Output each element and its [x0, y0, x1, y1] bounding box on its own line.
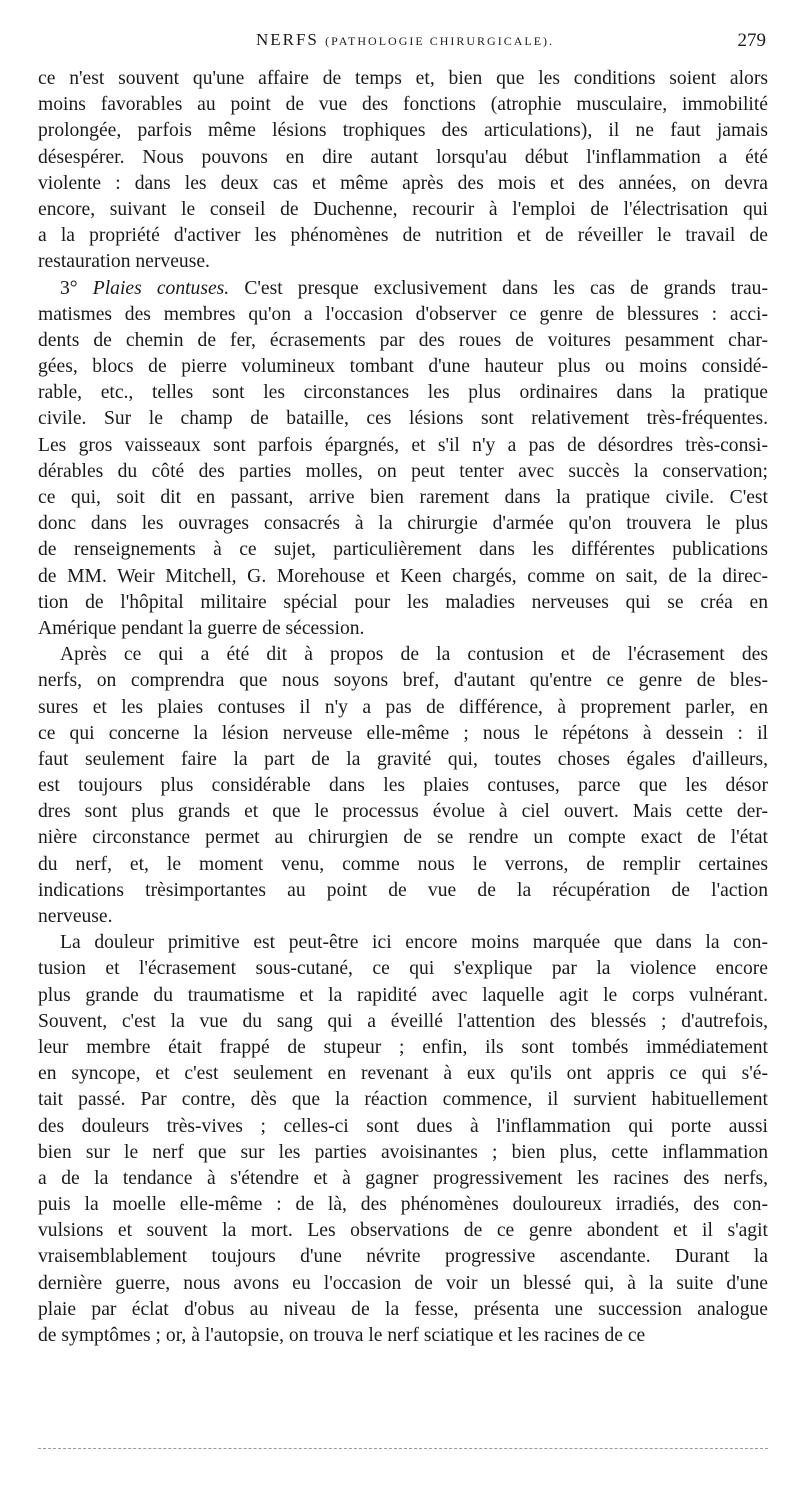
- text-line: plus grande du traumatisme et la rapidité avec laquelle agit le corps vulnérant.: [38, 984, 768, 1006]
- text-line: vraisemblablement toujours d'une névrite progressive ascendante. Durant la: [38, 1246, 768, 1268]
- text-line: bien sur le nerf que sur les parties avoisinantes ; bien plus, cette inflammation: [38, 1141, 768, 1163]
- running-head: [40, 30, 770, 60]
- text-line: nière circonstance permet au chirurgien de se rendre un compte exact de l'état: [38, 827, 768, 849]
- text-line: tusion et l'écrasement sous-cutané, ce qui s'explique par la violence encore: [38, 958, 768, 980]
- text-line: indications trèsimportantes au point de vue de la récupération de l'action: [38, 879, 768, 901]
- text-line: moins favorables au point de vue des fonctions (atrophie musculaire, immobilité: [38, 94, 768, 116]
- running-head-title: [40, 30, 770, 50]
- body-text: [38, 66, 768, 1349]
- text-line: dérables du côté des parties molles, on peut tenter avec succès la conservation;: [38, 460, 768, 482]
- text-line: leur membre était frappé de stupeur ; enfin, ils sont tombés immédiatement: [38, 1036, 768, 1058]
- text-line: du nerf, et, le moment venu, comme nous le verrons, de remplir certaines: [38, 853, 768, 875]
- text-line: ce qui concerne la lésion nerveuse elle-même ; nous le répétons à dessein : il: [38, 722, 768, 744]
- text-line: a la propriété d'activer les phénomènes de nutrition et de réveiller le travail de: [38, 225, 768, 247]
- text-line: dernière guerre, nous avons eu l'occasion de voir un blessé qui, à la suite d'une: [38, 1272, 768, 1294]
- paragraph: [38, 930, 768, 1349]
- text-line: tait passé. Par contre, dès que la réaction commence, il survient habituellement: [38, 1089, 768, 1111]
- page-number: 279: [737, 30, 766, 51]
- text-line: désespérer. Nous pouvons en dire autant lorsqu'au début l'inflammation a été: [38, 146, 768, 168]
- text-line: de MM. Weir Mitchell, G. Morehouse et Keen chargés, comme on sait, de la direc-: [38, 565, 768, 587]
- text-line: matismes des membres qu'on a l'occasion d'observer ce genre de blessures : acci-: [38, 303, 768, 325]
- text-line: rable, etc., telles sont les circonstances les plus ordinaires dans la pratique: [38, 382, 768, 404]
- text-line: des douleurs très-vives ; celles-ci sont dues à l'inflammation qui porte aussi: [38, 1115, 768, 1137]
- paragraph: [38, 642, 768, 930]
- text-line: plaie par éclat d'obus au niveau de la fesse, présenta une succession analogue: [38, 1298, 768, 1320]
- bottom-rule: [38, 1448, 768, 1449]
- text-line: ce n'est souvent qu'une affaire de temps et, bien que les conditions soient alors: [38, 68, 768, 89]
- section-number: 3°: [60, 277, 78, 299]
- text-line: Les gros vaisseaux sont parfois épargnés, et s'il n'y a pas de désordres très-consi-: [38, 434, 768, 456]
- header-title: NERFS: [255, 30, 319, 49]
- text-line: gées, blocs de pierre volumineux tombant d'une hauteur plus ou moins considé-: [38, 356, 768, 378]
- text-line: nerfs, on comprendra que nous soyons bref, d'autant qu'entre ce genre de bles-: [38, 670, 768, 692]
- heading-line-text: C'est presque exclusivement dans les cas de grands trau-: [244, 277, 768, 299]
- text-line: Souvent, c'est la vue du sang qui a éveillé l'attention des blessés ; d'autrefois,: [38, 1010, 768, 1032]
- text-line: faut seulement faire la part de la gravité qui, toutes choses égales d'ailleurs,: [38, 748, 768, 770]
- text-line: encore, suivant le conseil de Duchenne, recourir à l'emploi de l'électrisation qui: [38, 198, 768, 220]
- text-line: Amérique pendant la guerre de sécession.: [38, 617, 365, 639]
- text-line: en syncope, et c'est seulement en revenant à eux qu'ils ont appris ce qui s'é-: [38, 1063, 768, 1085]
- text-line: dres sont plus grands et que le processus évolue à ciel ouvert. Mais cette der-: [38, 801, 768, 823]
- text-line: La douleur primitive est peut-être ici encore moins marquée que dans la con-: [60, 932, 768, 954]
- text-line: restauration nerveuse.: [38, 251, 210, 273]
- text-line: civile. Sur le champ de bataille, ces lésions sont relativement très-fréquentes.: [38, 408, 768, 430]
- text-line: vulsions et souvent la mort. Les observations de ce genre abondent et il s'agit: [38, 1220, 768, 1242]
- text-line: a de la tendance à s'étendre et à gagner progressivement les racines des nerfs,: [38, 1167, 768, 1189]
- paragraph: [38, 66, 768, 276]
- text-line: puis la moelle elle-même : de là, des phénomènes douloureux irradiés, des con-: [38, 1194, 768, 1216]
- text-line: [38, 276, 768, 302]
- text-line: prolongée, parfois même lésions trophiques des articulations), il ne faut jamais: [38, 120, 768, 142]
- text-line: ce qui, soit dit en passant, arrive bien rarement dans la pratique civile. C'est: [38, 487, 768, 508]
- text-line: sures et les plaies contuses il n'y a pas de différence, à proprement parler, en: [38, 696, 768, 718]
- text-line: Après ce qui a été dit à propos de la contusion et de l'écrasement des: [60, 644, 768, 666]
- text-line: est toujours plus considérable dans les plaies contuses, parce que les désor: [38, 775, 768, 797]
- text-line: violente : dans les deux cas et même après des mois et des années, on devra: [38, 172, 768, 194]
- text-line: de renseignements à ce sujet, particulièrement dans les différentes publications: [38, 539, 768, 561]
- section-heading: Plaies contuses.: [92, 277, 230, 299]
- text-line: dents de chemin de fer, écrasements par des roues de voitures pesamment char-: [38, 329, 768, 351]
- text-line: donc dans les ouvrages consacrés à la chirurgie d'armée qu'on trouvera le plus: [38, 513, 768, 535]
- text-line: de symptômes ; or, à l'autopsie, on trouva le nerf sciatique et les racines de ce: [38, 1325, 646, 1346]
- text-line: nerveuse.: [38, 906, 113, 927]
- header-subtitle: (PATHOLOGIE CHIRURGICALE).: [325, 34, 555, 48]
- text-line: tion de l'hôpital militaire spécial pour les maladies nerveuses qui se créa en: [38, 591, 768, 613]
- paragraph: [38, 276, 768, 643]
